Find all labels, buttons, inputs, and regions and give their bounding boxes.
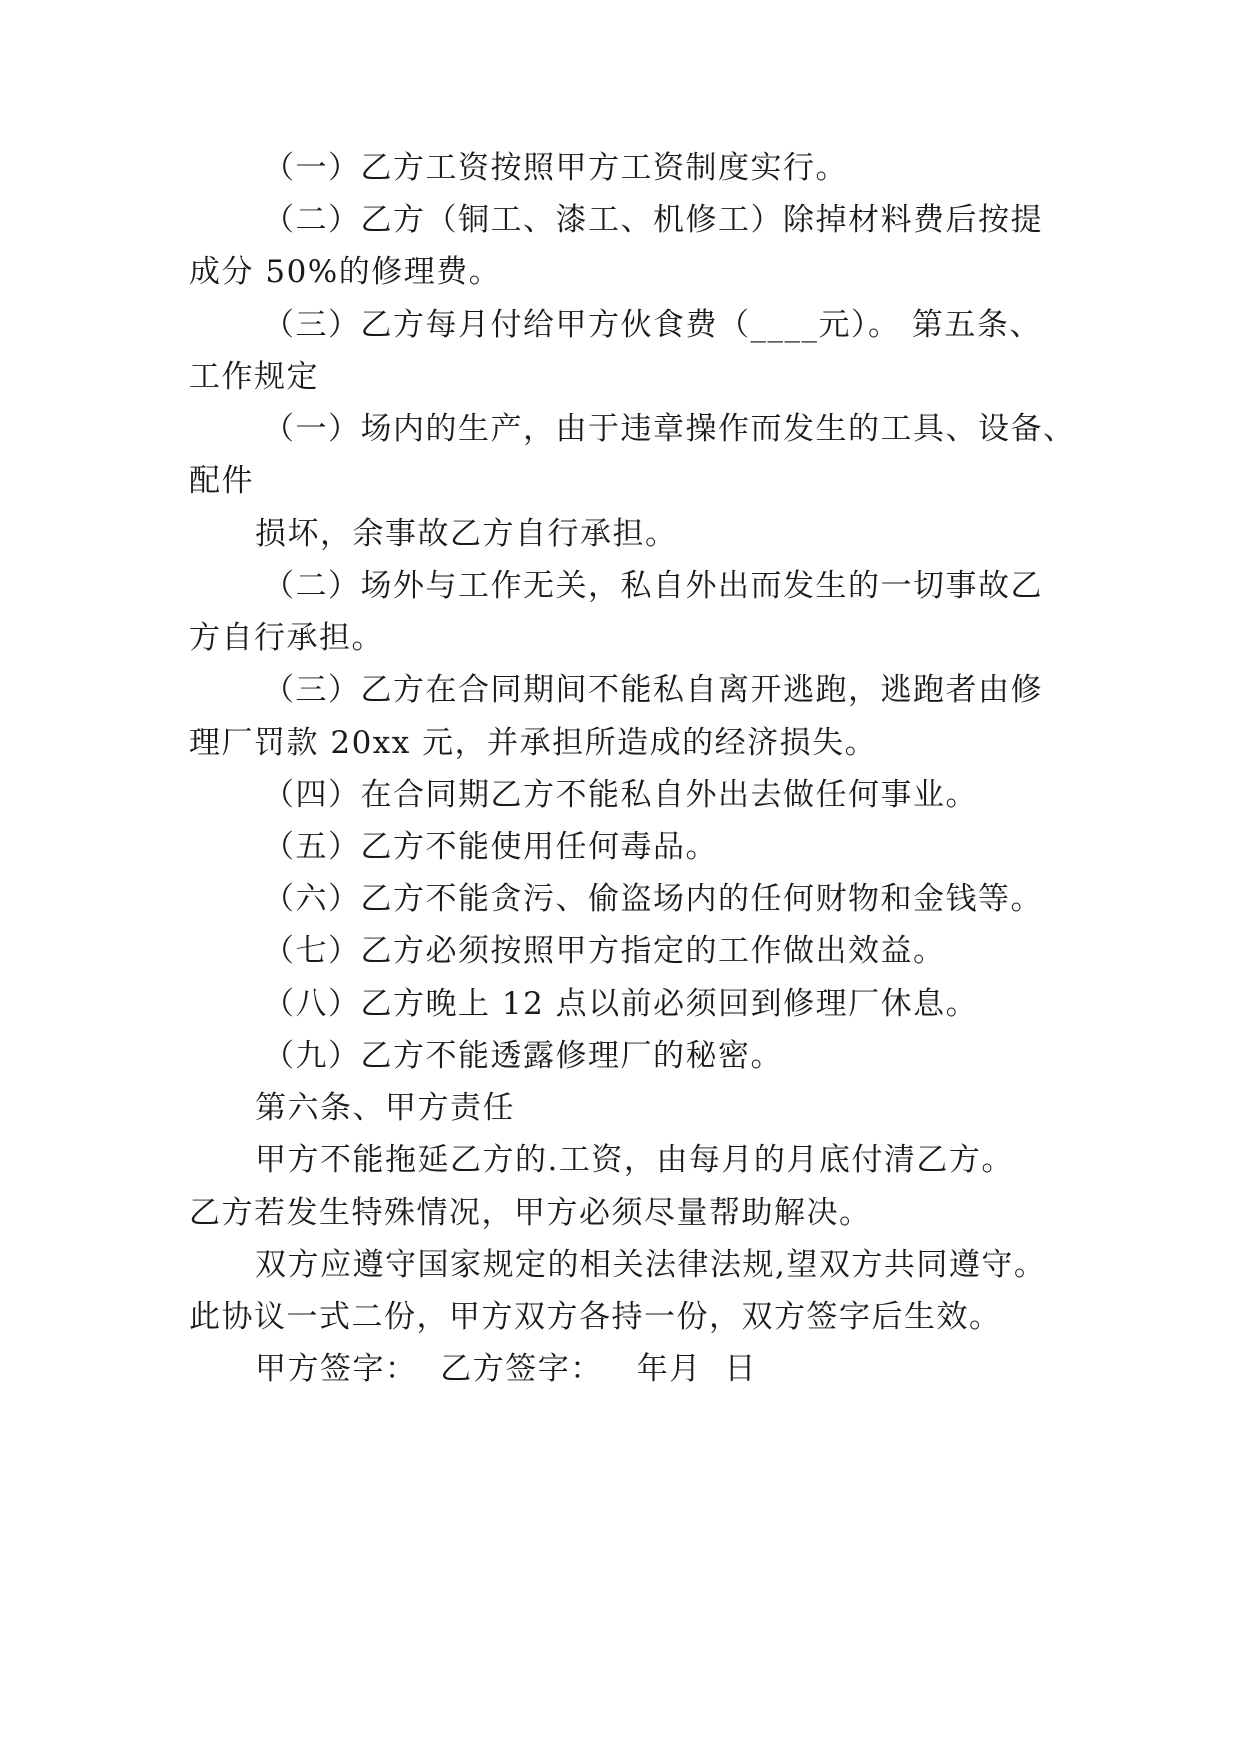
- clause-5-4: （四）在合同期乙方不能私自外出去做任何事业。: [263, 777, 978, 813]
- copies-text: 此协议一式二份，甲方双方各持一份，双方签字后生效。: [189, 1299, 1002, 1335]
- article-6-text-cont: 乙方若发生特殊情况，甲方必须尽量帮助解决。: [189, 1195, 872, 1231]
- compliance-text: 双方应遵守国家规定的相关法律法规,望双方共同遵守。: [255, 1247, 1047, 1283]
- article-6-title: 第六条、甲方责任: [255, 1090, 515, 1126]
- clause-4-2: （二）乙方（铜工、漆工、机修工）除掉材料费后按提: [263, 202, 1043, 238]
- clause-5-8: （八）乙方晚上 12 点以前必须回到修理厂休息。: [263, 986, 979, 1022]
- signature-line: 甲方签字： 乙方签字： 年月 日: [255, 1351, 757, 1387]
- clause-5-6: （六）乙方不能贪污、偷盗场内的任何财物和金钱等。: [263, 881, 1043, 917]
- clause-4-3: （三）乙方每月付给甲方伙食费（____元）。 第五条、: [263, 307, 1042, 343]
- clause-4-1: （一）乙方工资按照甲方工资制度实行。: [263, 150, 848, 186]
- clause-4-2-cont: 成分 50%的修理费。: [189, 254, 502, 290]
- clause-5-1: （一）场内的生产，由于违章操作而发生的工具、设备、: [263, 411, 1076, 447]
- clause-5-1-cont: 配件: [189, 463, 254, 499]
- article-6-text: 甲方不能拖延乙方的.工资，由每月的月底付清乙方。: [255, 1142, 1014, 1178]
- clause-5-1-cont2: 损坏，余事故乙方自行承担。: [255, 516, 678, 552]
- clause-5-3-cont: 理厂罚款 20xx 元，并承担所造成的经济损失。: [189, 725, 878, 761]
- clause-5-3: （三）乙方在合同期间不能私自离开逃跑，逃跑者由修: [263, 672, 1043, 708]
- article-5-title-cont: 工作规定: [189, 359, 319, 395]
- clause-5-2: （二）场外与工作无关，私自外出而发生的一切事故乙: [263, 568, 1043, 604]
- clause-5-2-cont: 方自行承担。: [189, 620, 384, 656]
- clause-5-9: （九）乙方不能透露修理厂的秘密。: [263, 1038, 783, 1074]
- clause-5-7: （七）乙方必须按照甲方指定的工作做出效益。: [263, 933, 946, 969]
- clause-5-5: （五）乙方不能使用任何毒品。: [263, 829, 718, 865]
